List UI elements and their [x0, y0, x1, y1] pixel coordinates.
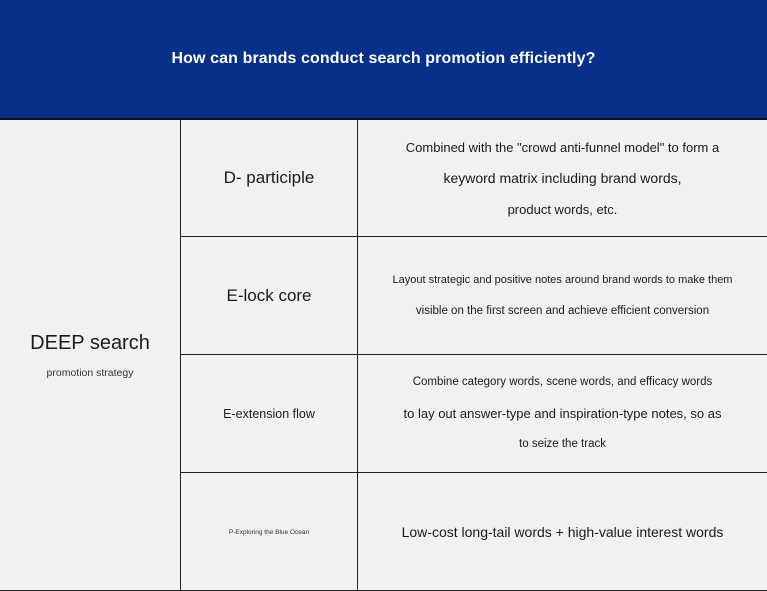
page-title: How can brands conduct search promotion efficiently?: [171, 50, 596, 67]
strategy-name-cell: [0, 120, 181, 591]
strategy-subtitle: promotion strategy: [46, 367, 134, 379]
description-line: visible on the first screen and achieve efficient conversion: [415, 304, 710, 317]
description-line: to lay out answer-type and inspiration-type notes, so as: [403, 406, 722, 421]
step-label-e-lock: E-lock core: [226, 285, 312, 305]
step-label-cell: [181, 120, 357, 237]
description-line: to seize the track: [519, 438, 606, 450]
step-description-cell: [358, 473, 767, 591]
header-banner: [0, 0, 767, 120]
description-line: Low-cost long-tail words + high-value interest words: [401, 523, 724, 540]
description-line: Layout strategic and positive notes around brand words to make them: [392, 273, 733, 286]
description-line: keyword matrix including brand words,: [443, 169, 682, 186]
step-label-e-extension: E-extension flow: [223, 406, 315, 421]
step-label-cell: [181, 473, 357, 591]
step-label-d: D- participle: [223, 168, 315, 187]
step-label-column: [181, 120, 358, 591]
description-line: product words, etc.: [507, 201, 618, 217]
description-line: Combined with the "crowd anti-funnel model" to form a: [405, 139, 720, 155]
description-line: Combine category words, scene words, and efficacy words: [412, 376, 713, 388]
step-label-cell: [181, 237, 357, 355]
step-description-column: [358, 120, 767, 591]
step-label-p: P-Exploring the Blue Ocean: [228, 528, 310, 536]
step-description-cell: [358, 355, 767, 473]
strategy-table: [0, 120, 767, 591]
strategy-title: DEEP search: [30, 332, 150, 354]
step-description-cell: [358, 237, 767, 355]
step-label-cell: [181, 355, 357, 473]
step-description-cell: [358, 120, 767, 237]
